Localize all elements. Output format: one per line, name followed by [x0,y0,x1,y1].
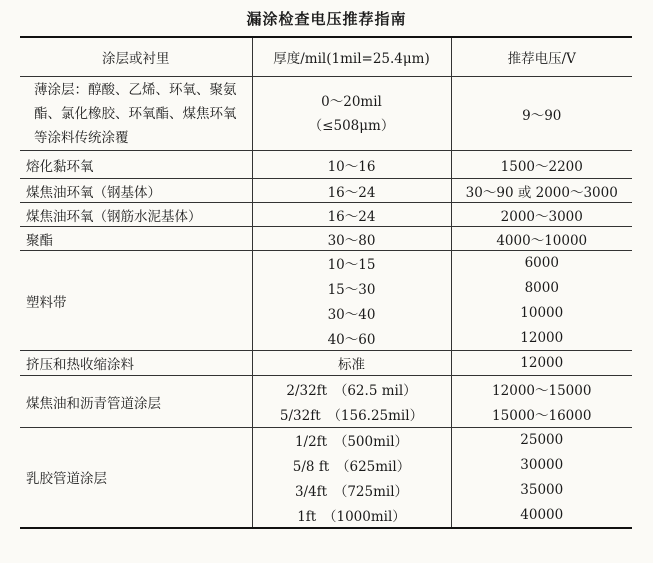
thickness-cell: 40～60 [252,326,451,351]
voltage-cell: 15000～16000 [451,402,632,428]
thickness-cell: 标准 [252,351,451,376]
thickness-note: （≤508μm） [308,117,395,134]
voltage-cell: 30000 [451,453,632,478]
thickness-cell: 10～15 [252,251,451,276]
coating-cell: 挤压和热收缩涂料 [20,351,252,376]
coating-cell: 煤焦油和沥青管道涂层 [20,376,252,428]
thickness-cell: 3/4ft （725mil） [252,478,451,503]
table-row [20,203,632,227]
thickness-cell: 2/32ft （62.5 mil） [252,376,451,402]
table-row [20,428,632,453]
col-header-voltage: 推荐电压/V [451,37,632,77]
thickness-cell: 1ft （1000mil） [252,503,451,528]
coating-cell: 煤焦油环氧（钢基体） [20,179,252,203]
table-row [20,179,632,203]
voltage-cell: 12000 [451,351,632,376]
thickness-value: 0～20mil [321,93,382,110]
table-title: 漏涂检查电压推荐指南 [246,10,407,28]
thickness-cell: 10～16 [252,151,451,179]
voltage-cell: 2000～3000 [451,203,632,227]
table-row [20,376,632,402]
table-row [20,227,632,251]
voltage-table [20,36,632,529]
voltage-cell: 12000～15000 [451,376,632,402]
voltage-cell: 35000 [451,478,632,503]
voltage-cell: 9～90 [451,77,632,151]
table-row [20,151,632,179]
voltage-cell: 25000 [451,428,632,453]
voltage-cell: 4000～10000 [451,227,632,251]
coating-cell: 塑料带 [20,251,252,351]
thickness-cell: 16～24 [252,179,451,203]
thickness-cell: 5/8 ft （625mil） [252,453,451,478]
table-row [20,77,632,151]
col-header-coating: 涂层或衬里 [20,37,252,77]
coating-cell: 薄涂层：醇酸、乙烯、环氧、聚氨酯、氯化橡胶、环氧酯、煤焦环氧等涂料传统涂覆 [20,77,252,151]
thickness-cell: 15～30 [252,276,451,301]
table-row [20,251,632,276]
voltage-cell: 6000 [451,251,632,276]
coating-cell: 熔化黏环氧 [20,151,252,179]
thickness-cell [252,77,451,151]
table-row [20,351,632,376]
header-row [20,37,632,77]
thickness-cell: 5/32ft （156.25mil） [252,402,451,428]
coating-cell: 煤焦油环氧（钢筋水泥基体） [20,203,252,227]
thickness-cell: 30～40 [252,301,451,326]
voltage-cell: 30～90 或 2000～3000 [451,179,632,203]
thickness-cell: 1/2ft （500mil） [252,428,451,453]
voltage-cell: 10000 [451,301,632,326]
thickness-cell: 16～24 [252,203,451,227]
voltage-cell: 12000 [451,326,632,351]
coating-cell: 聚酯 [20,227,252,251]
voltage-cell: 8000 [451,276,632,301]
thickness-cell: 30～80 [252,227,451,251]
col-header-thickness: 厚度/mil(1mil=25.4μm) [252,37,451,77]
coating-cell: 乳胶管道涂层 [20,428,252,528]
voltage-cell: 40000 [451,503,632,528]
voltage-cell: 1500～2200 [451,151,632,179]
